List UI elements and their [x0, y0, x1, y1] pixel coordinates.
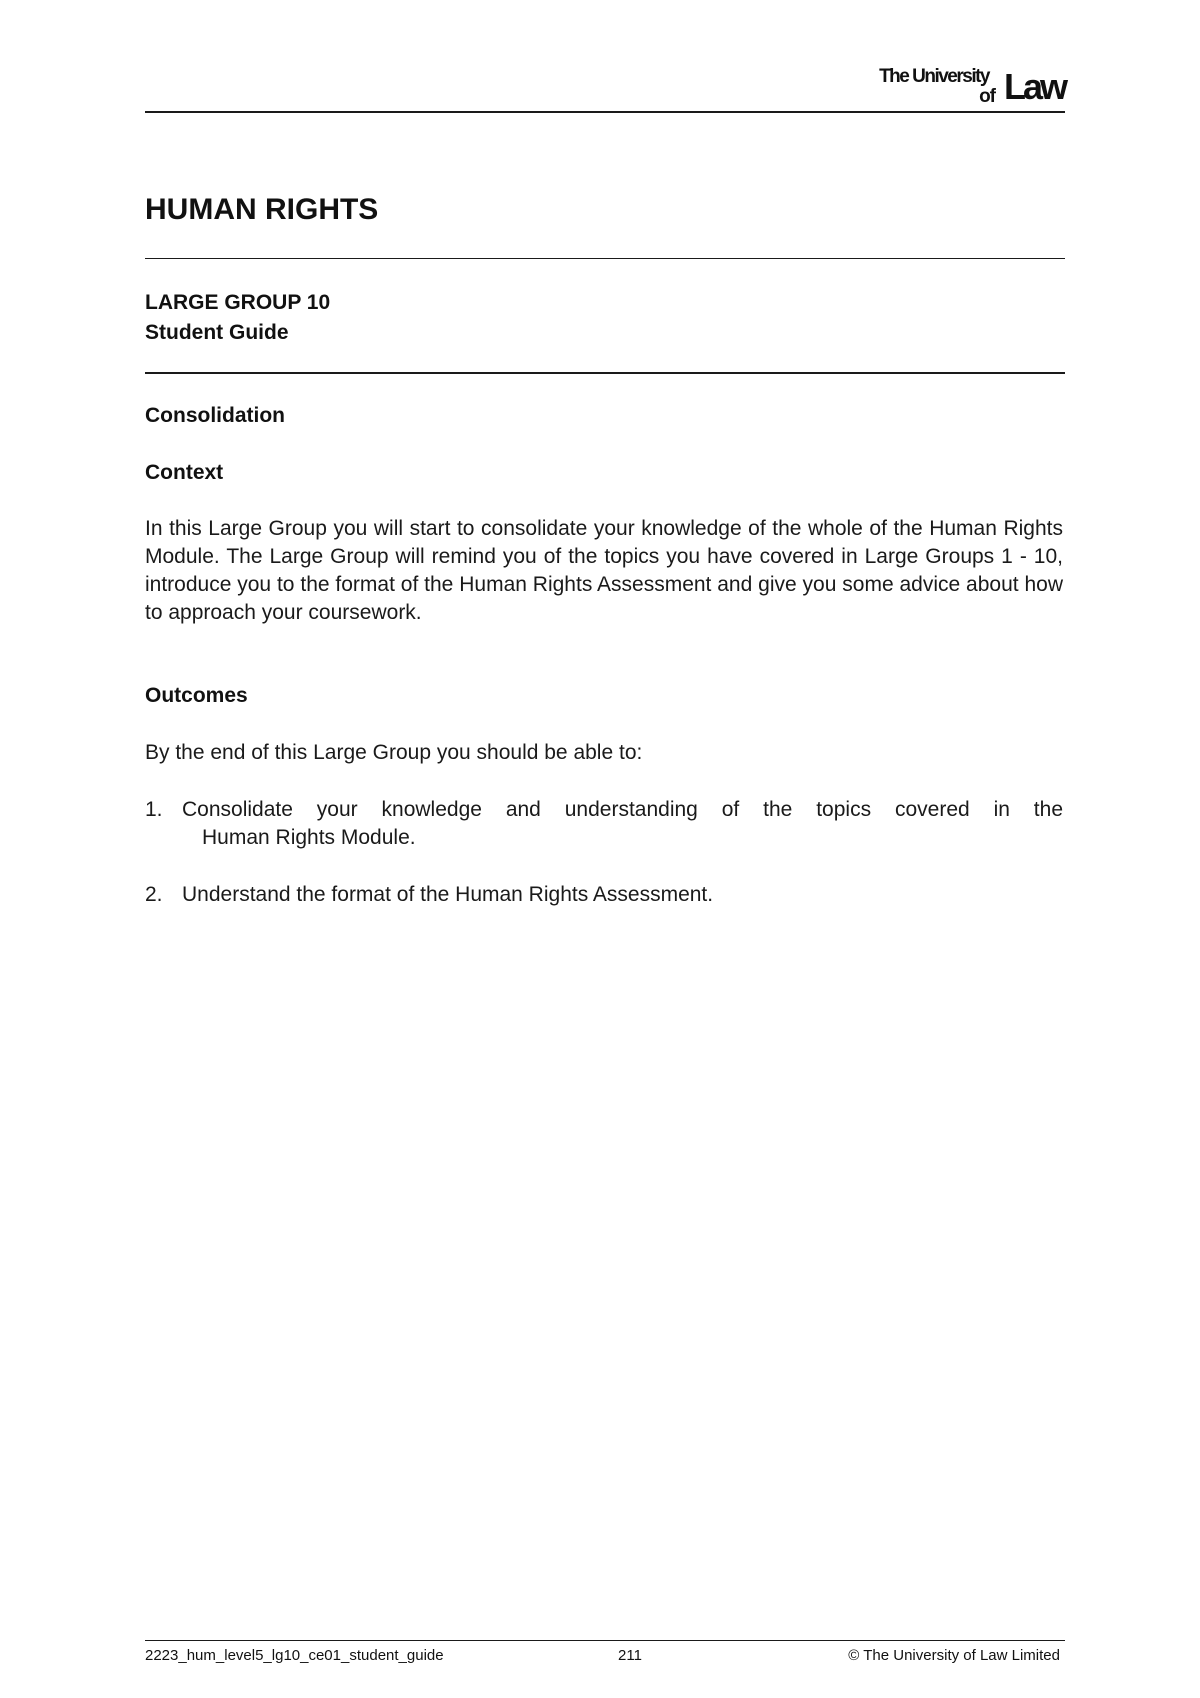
group-label: LARGE GROUP 10 [145, 291, 331, 314]
logo-text-law: Law [1003, 66, 1065, 107]
footer-rule [145, 1640, 1065, 1641]
list-item-number: 1. [145, 798, 163, 821]
footer-page-number: 211 [618, 1647, 642, 1664]
footer-file-name: 2223_hum_level5_lg10_ce01_student_guide [145, 1647, 444, 1664]
outcomes-intro: By the end of this Large Group you should be able to: [145, 741, 643, 764]
university-of-law-logo [865, 64, 1065, 108]
subtitle-rule [145, 372, 1065, 374]
logo-text-of: of [979, 86, 995, 107]
context-paragraph: In this Large Group you will start to consolidate your knowledge of the whole of the Human Rights Module. The Large Group will remind you of the topics you have covered in Large Groups 1 - 10, introduce you to the format of the Human Rights Assessment and give you some advice about how to approach your coursework. [145, 517, 1063, 624]
outcomes-heading: Outcomes [145, 684, 248, 707]
list-item-number: 2. [145, 883, 163, 906]
footer-copyright: © The University of Law Limited [848, 1647, 1060, 1664]
context-heading: Context [145, 461, 224, 484]
header-rule [145, 111, 1065, 113]
consolidation-heading: Consolidation [145, 404, 285, 427]
list-item-text: Understand the format of the Human Rights Assessment. [182, 883, 714, 906]
logo-text-the-university: The University [879, 66, 989, 87]
guide-label: Student Guide [145, 321, 289, 344]
list-item-text-continued: Human Rights Module. [202, 826, 416, 849]
list-item [145, 881, 1063, 909]
title-rule [145, 258, 1065, 259]
list-item [145, 796, 1063, 852]
list-item-text: Consolidate your knowledge and understanding of the topics covered in the [182, 798, 1063, 821]
page-title: HUMAN RIGHTS [145, 193, 379, 226]
group-info [145, 288, 330, 348]
